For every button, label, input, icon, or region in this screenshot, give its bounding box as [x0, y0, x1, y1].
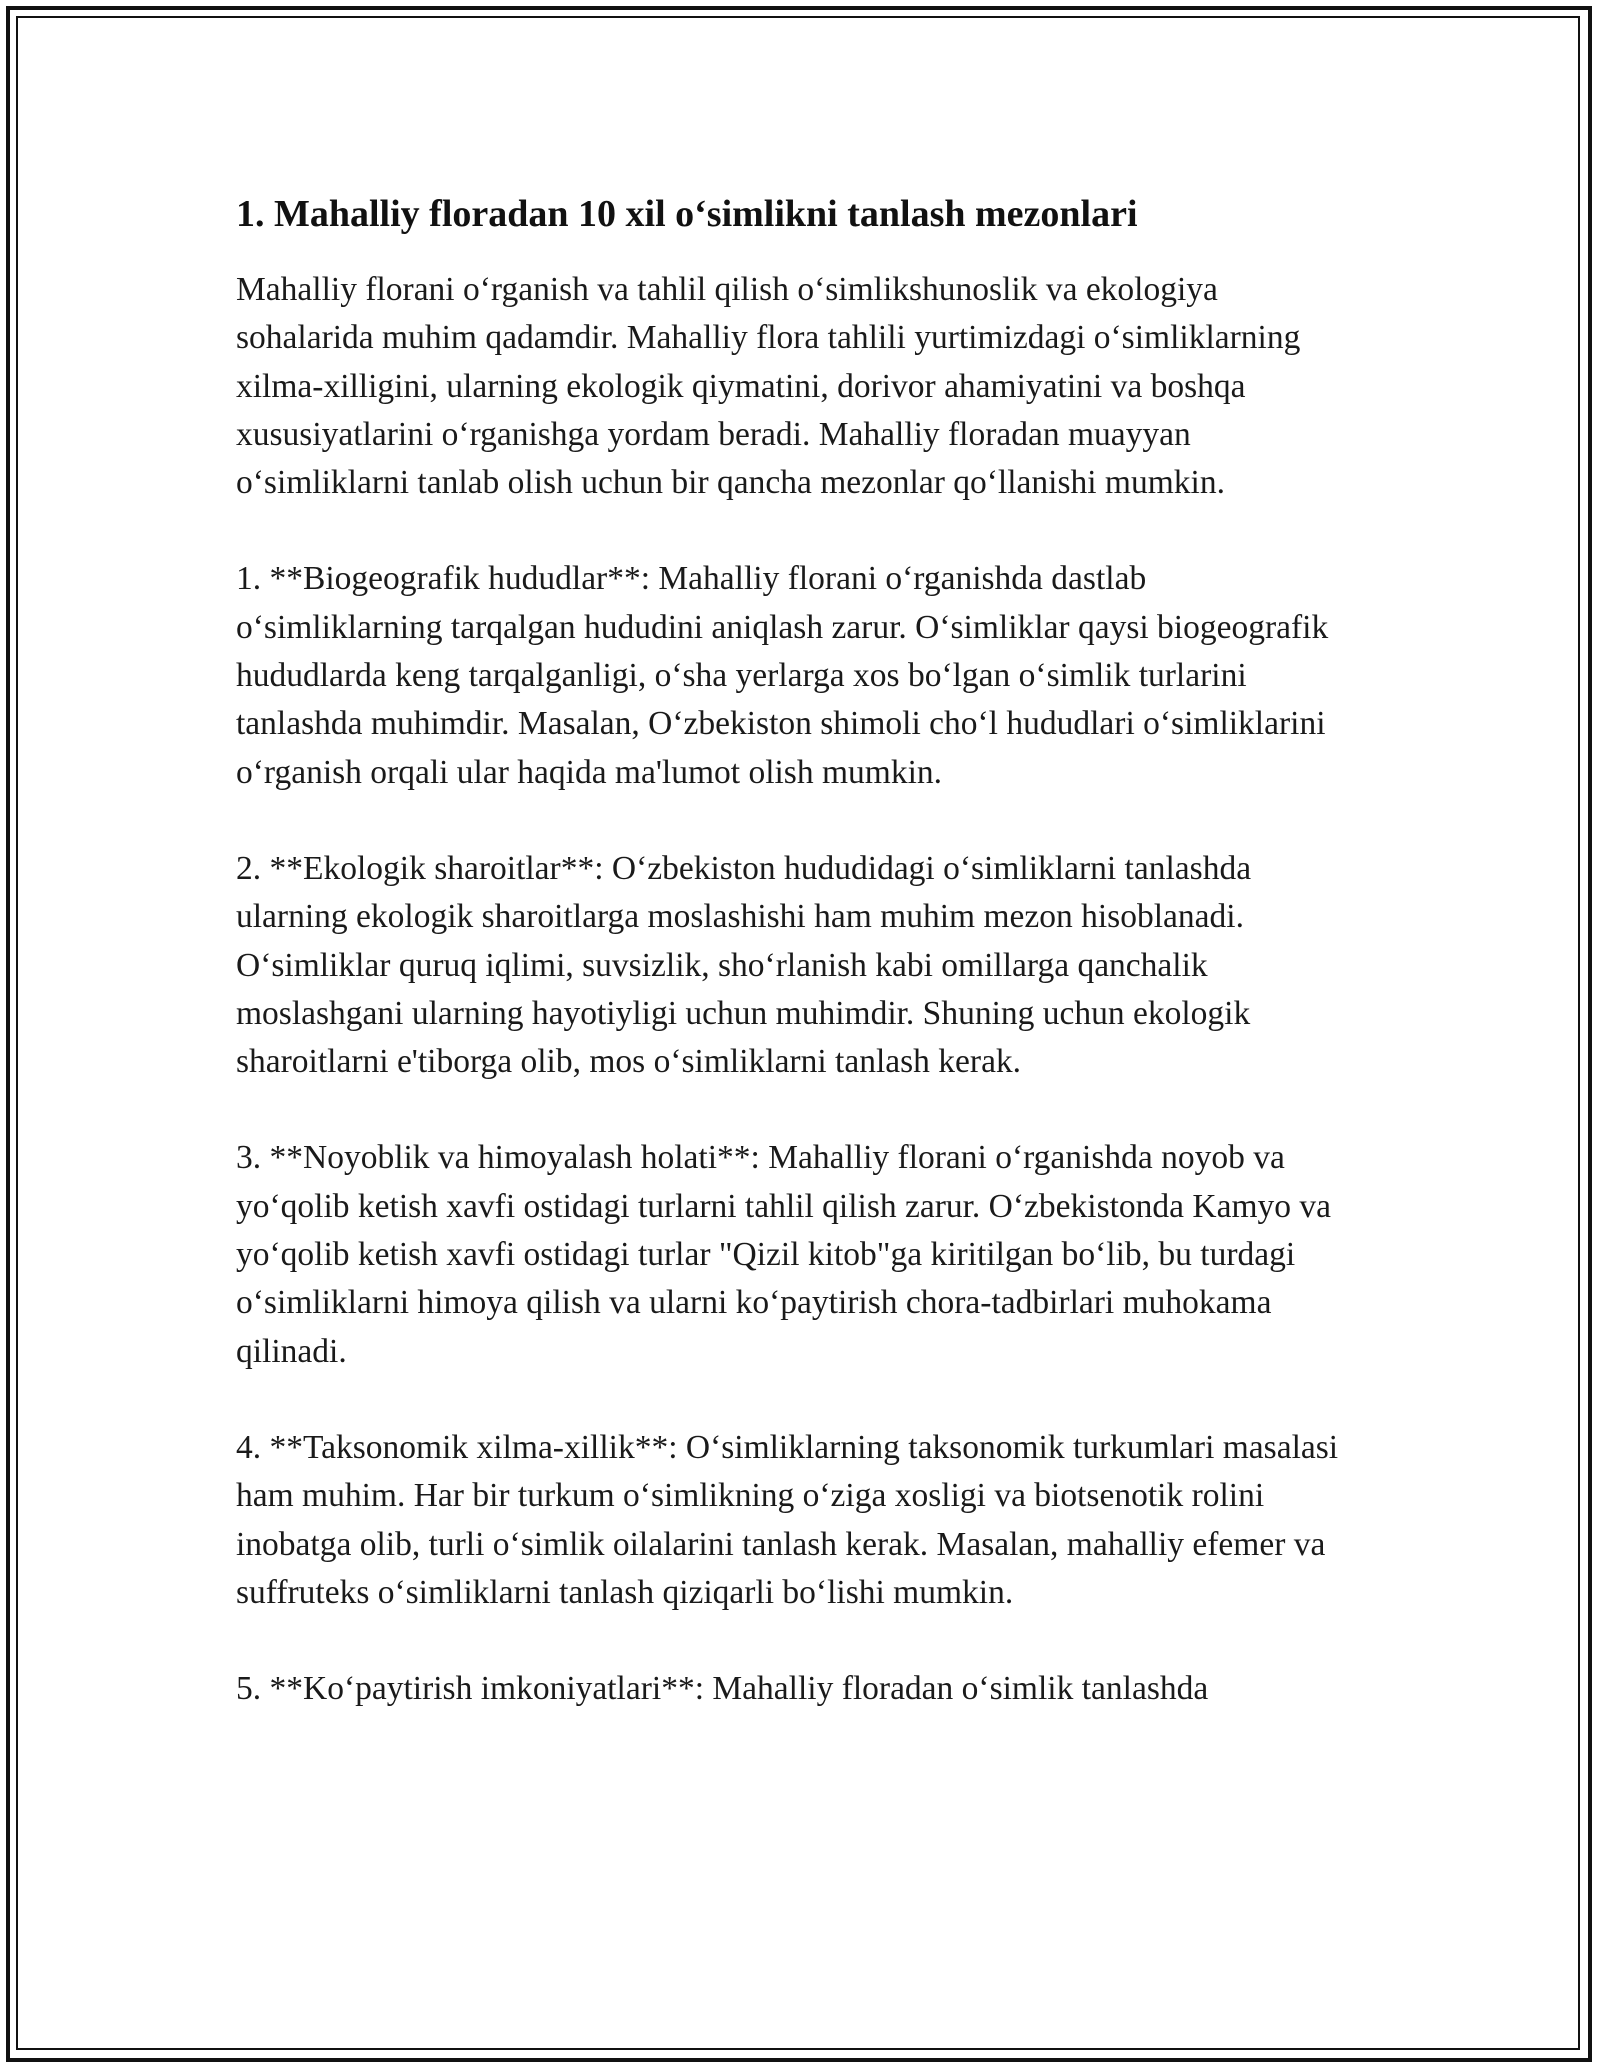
- page-title: 1. Mahalliy floradan 10 xil o‘simlikni tanlash mezonlari: [236, 193, 1138, 235]
- criterion-5-paragraph: 5. **Ko‘paytirish imkoniyatlari**: Mahalliy floradan o‘simlik tanlashda: [236, 1670, 1209, 1708]
- document-body: [236, 188, 1356, 1761]
- criterion-1-paragraph: 1. **Biogeografik hududlar**: Mahalliy florani o‘rganishda dastlab o‘simliklarning tarqalgan hududini aniqlash zarur. O‘simliklar qaysi biogeografik hududlarda keng tarqalganligi, o‘sha yerlarga xos bo‘lgan o‘simlik turlarini tanlashda muhimdir. Masalan, O‘zbekiston shimoli cho‘l hududlari o‘simliklarini o‘rganish orqali ular haqida ma'lumot olish mumkin.: [236, 560, 1329, 791]
- intro-paragraph: Mahalliy florani o‘rganish va tahlil qilish o‘simlikshunoslik va ekologiya sohalarida muhim qadamdir. Mahalliy flora tahlili yurtimizdagi o‘simliklarning xilma-xilligini, ularning ekologik qiymatini, dorivor ahamiyatini va boshqa xususiyatlarini o‘rganishga yordam beradi. Mahalliy floradan muayyan o‘simliklarni tanlab olish uchun bir qancha mezonlar qo‘llanishi mumkin.: [236, 271, 1301, 502]
- criterion-2-paragraph: 2. **Ekologik sharoitlar**: O‘zbekiston hududidagi o‘simliklarni tanlashda ularning ekologik sharoitlarga moslashishi ham muhim mezon hisoblanadi. O‘simliklar quruq iqlimi, suvsizlik, sho‘rlanish kabi omillarga qanchalik moslashgani ularning hayotiyligi uchun muhimdir. Shuning uchun ekologik sharoitlarni e'tiborga olib, mos o‘simliklarni tanlash kerak.: [236, 849, 1252, 1081]
- criterion-3-paragraph: 3. **Noyoblik va himoyalash holati**: Mahalliy florani o‘rganishda noyob va yo‘qolib ketish xavfi ostidagi turlarni tahlil qilish zarur. O‘zbekistonda Kamyo va yo‘qolib ketish xavfi ostidagi turlar "Qizil kitob"ga kiritilgan bo‘lib, bu turdagi o‘simliklarni himoya qilish va ularni ko‘paytirish chora-tadbirlari muhokama qilinadi.: [236, 1139, 1332, 1370]
- criterion-4-paragraph: 4. **Taksonomik xilma-xillik**: O‘simliklarning taksonomik turkumlari masalasi ham muhim. Har bir turkum o‘simlikning o‘ziga xosligi va biotsenotik rolini inobatga olib, turli o‘simlik oilalarini tanlash kerak. Masalan, mahalliy efemer va suffruteks o‘simliklarni tanlash qiziqarli bo‘lishi mumkin.: [236, 1428, 1339, 1611]
